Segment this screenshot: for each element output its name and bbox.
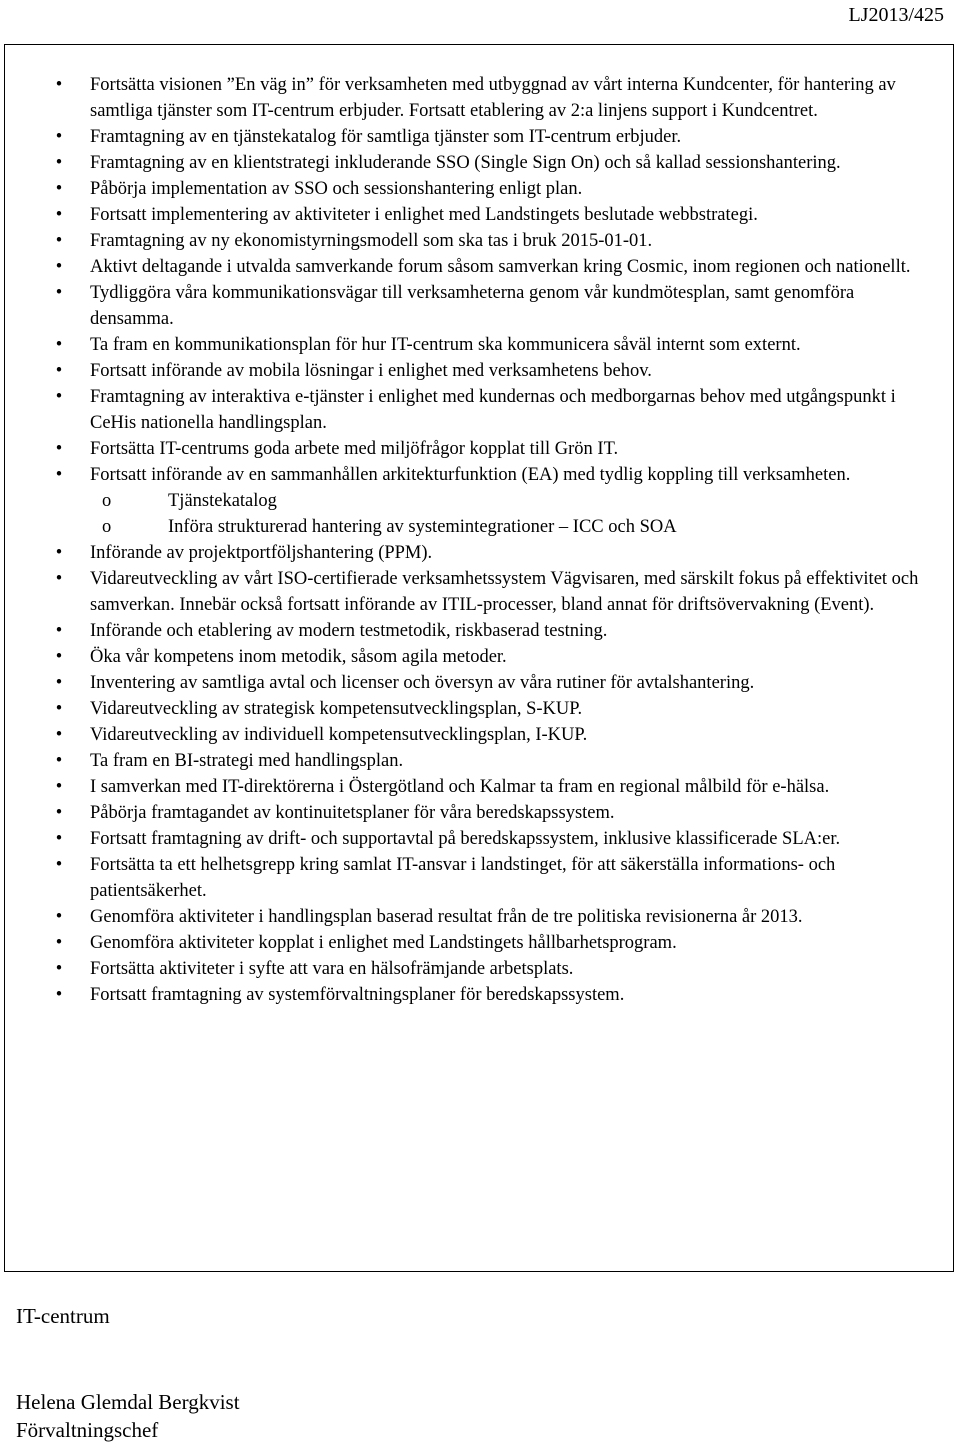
list-item-text: Framtagning av interaktiva e-tjänster i enlighet med kundernas och medborgarnas behov med utgångspunkt i CeHis nationella handlingsplan. bbox=[90, 387, 896, 433]
bullet-icon: • bbox=[55, 699, 63, 719]
list-item bbox=[5, 904, 953, 930]
bullet-icon: • bbox=[55, 829, 63, 849]
bullet-icon: • bbox=[55, 75, 63, 95]
sub-list-item bbox=[5, 488, 953, 514]
bullet-icon: • bbox=[55, 257, 63, 277]
sub-list-item-text: Införa strukturerad hantering av systemintegrationer – ICC och SOA bbox=[168, 517, 677, 537]
bullet-icon: • bbox=[55, 153, 63, 173]
list-item bbox=[5, 332, 953, 358]
sub-list-item-text: Tjänstekatalog bbox=[168, 491, 277, 511]
list-item bbox=[5, 202, 953, 228]
bullet-icon: • bbox=[55, 283, 63, 303]
bullet-icon: • bbox=[55, 855, 63, 875]
list-item bbox=[5, 566, 953, 618]
bullet-icon: • bbox=[55, 127, 63, 147]
list-item bbox=[5, 384, 953, 436]
list-item bbox=[5, 644, 953, 670]
list-item-text: Fortsatt framtagning av drift- och supportavtal på beredskapssystem, inklusive klassificerade SLA:er. bbox=[90, 829, 841, 849]
list-item bbox=[5, 670, 953, 696]
list-item-text: Fortsatt införande av mobila lösningar i enlighet med verksamhetens behov. bbox=[90, 361, 652, 381]
signatory-title: Förvaltningschef bbox=[16, 1418, 159, 1442]
list-item-text: Vidareutveckling av individuell kompetensutvecklingsplan, I-KUP. bbox=[90, 725, 588, 745]
list-item-text: Vidareutveckling av strategisk kompetensutvecklingsplan, S-KUP. bbox=[90, 699, 583, 719]
bullet-icon: • bbox=[55, 621, 63, 641]
list-item-text: Genomföra aktiviteter kopplat i enlighet med Landstingets hållbarhetsprogram. bbox=[90, 933, 677, 953]
bullet-icon: • bbox=[55, 907, 63, 927]
list-item bbox=[5, 124, 953, 150]
list-item bbox=[5, 228, 953, 254]
content-box bbox=[4, 44, 954, 1272]
list-item-text: Framtagning av ny ekonomistyrningsmodell som ska tas i bruk 2015-01-01. bbox=[90, 231, 653, 251]
list-item-text: Ta fram en BI-strategi med handlingsplan. bbox=[90, 751, 404, 771]
list-item-text: Fortsätta aktiviteter i syfte att vara en hälsofrämjande arbetsplats. bbox=[90, 959, 574, 979]
list-item-text: I samverkan med IT-direktörerna i Östergötland och Kalmar ta fram en regional målbild för e-hälsa. bbox=[90, 777, 830, 797]
bullet-icon: • bbox=[55, 751, 63, 771]
bullet-icon: • bbox=[55, 231, 63, 251]
list-item bbox=[5, 956, 953, 982]
list-item-text: Påbörja implementation av SSO och sessionshantering enligt plan. bbox=[90, 179, 583, 199]
bullet-icon: • bbox=[55, 933, 63, 953]
bullet-icon: • bbox=[55, 439, 63, 459]
document-reference: LJ2013/425 bbox=[848, 4, 944, 26]
list-item-text: Påbörja framtagandet av kontinuitetsplaner för våra beredskapssystem. bbox=[90, 803, 615, 823]
bullet-icon: • bbox=[55, 803, 63, 823]
list-item-text: Framtagning av en klientstrategi inkluderande SSO (Single Sign On) och så kallad sessionshantering. bbox=[90, 153, 841, 173]
bullet-icon: • bbox=[55, 725, 63, 745]
bullet-icon: • bbox=[55, 205, 63, 225]
list-item-text: Fortsatt införande av en sammanhållen arkitekturfunktion (EA) med tydlig koppling till verksamheten. bbox=[90, 465, 851, 485]
bullet-icon: • bbox=[55, 569, 63, 589]
list-item-text: Fortsatt framtagning av systemförvaltningsplaner för beredskapssystem. bbox=[90, 985, 625, 1005]
list-item-text: Genomföra aktiviteter i handlingsplan baserad resultat från de tre politiska revisionerna år 2013. bbox=[90, 907, 803, 927]
bullet-icon: • bbox=[55, 361, 63, 381]
list-item-text: Tydliggöra våra kommunikationsvägar till verksamheterna genom vår kundmötesplan, samt genomföra densamma. bbox=[90, 283, 855, 329]
list-item-text: Öka vår kompetens inom metodik, såsom agila metoder. bbox=[90, 647, 507, 667]
list-item bbox=[5, 436, 953, 462]
bullet-icon: • bbox=[55, 179, 63, 199]
sub-list-item bbox=[5, 514, 953, 540]
list-item bbox=[5, 618, 953, 644]
list-item bbox=[5, 280, 953, 332]
list-item bbox=[5, 852, 953, 904]
list-item-text: Fortsätta ta ett helhetsgrepp kring samlat IT-ansvar i landstinget, för att säkerställa informations- och patientsäkerhet. bbox=[90, 855, 836, 901]
bullet-icon: • bbox=[55, 335, 63, 355]
list-item bbox=[5, 722, 953, 748]
list-item bbox=[5, 358, 953, 384]
sub-bullet-icon: o bbox=[102, 517, 112, 537]
list-item-text: Fortsätta visionen ”En väg in” för verksamheten med utbyggnad av vårt interna Kundcenter, för hantering av samtliga tjänster som IT-centrum erbjuder. Fortsatt etablering av 2:a linjens support i Kundcentret. bbox=[90, 75, 896, 121]
bullet-icon: • bbox=[55, 959, 63, 979]
bullet-icon: • bbox=[55, 673, 63, 693]
list-item bbox=[5, 982, 953, 1008]
list-item bbox=[5, 800, 953, 826]
list-item bbox=[5, 254, 953, 280]
bullet-icon: • bbox=[55, 387, 63, 407]
list-item bbox=[5, 748, 953, 774]
bullet-icon: • bbox=[55, 465, 63, 485]
list-item bbox=[5, 150, 953, 176]
list-item-text: Fortsätta IT-centrums goda arbete med miljöfrågor kopplat till Grön IT. bbox=[90, 439, 619, 459]
sub-bullet-icon: o bbox=[102, 491, 112, 511]
list-item bbox=[5, 176, 953, 202]
list-item-text: Framtagning av en tjänstekatalog för samtliga tjänster som IT-centrum erbjuder. bbox=[90, 127, 682, 147]
list-item bbox=[5, 72, 953, 124]
list-item-text: Vidareutveckling av vårt ISO-certifierade verksamhetssystem Vägvisaren, med särskilt fokus på effektivitet och samverkan. Innebär också fortsatt införande av ITIL-processer, bland annat för driftsövervakning (Event). bbox=[90, 569, 919, 615]
bullet-icon: • bbox=[55, 543, 63, 563]
list-item-text: Fortsatt implementering av aktiviteter i enlighet med Landstingets beslutade webbstrategi. bbox=[90, 205, 758, 225]
list-item bbox=[5, 930, 953, 956]
list-item bbox=[5, 462, 953, 488]
list-item-text: Ta fram en kommunikationsplan för hur IT-centrum ska kommunicera såväl internt som externt. bbox=[90, 335, 801, 355]
list-item-text: Införande och etablering av modern testmetodik, riskbaserad testning. bbox=[90, 621, 608, 641]
bullet-icon: • bbox=[55, 647, 63, 667]
bullet-icon: • bbox=[55, 777, 63, 797]
list-item-text: Aktivt deltagande i utvalda samverkande forum såsom samverkan kring Cosmic, inom regionen och nationellt. bbox=[90, 257, 911, 277]
signatory-name: Helena Glemdal Bergkvist bbox=[16, 1390, 240, 1414]
list-item-text: Införande av projektportföljshantering (PPM). bbox=[90, 543, 433, 563]
list-item bbox=[5, 774, 953, 800]
list-item bbox=[5, 826, 953, 852]
bullet-icon: • bbox=[55, 985, 63, 1005]
list-item-text: Inventering av samtliga avtal och licenser och översyn av våra rutiner för avtalshantering. bbox=[90, 673, 755, 693]
list-item bbox=[5, 696, 953, 722]
list-item bbox=[5, 540, 953, 566]
footer-department: IT-centrum bbox=[16, 1304, 110, 1328]
bullet-list bbox=[5, 72, 953, 1008]
